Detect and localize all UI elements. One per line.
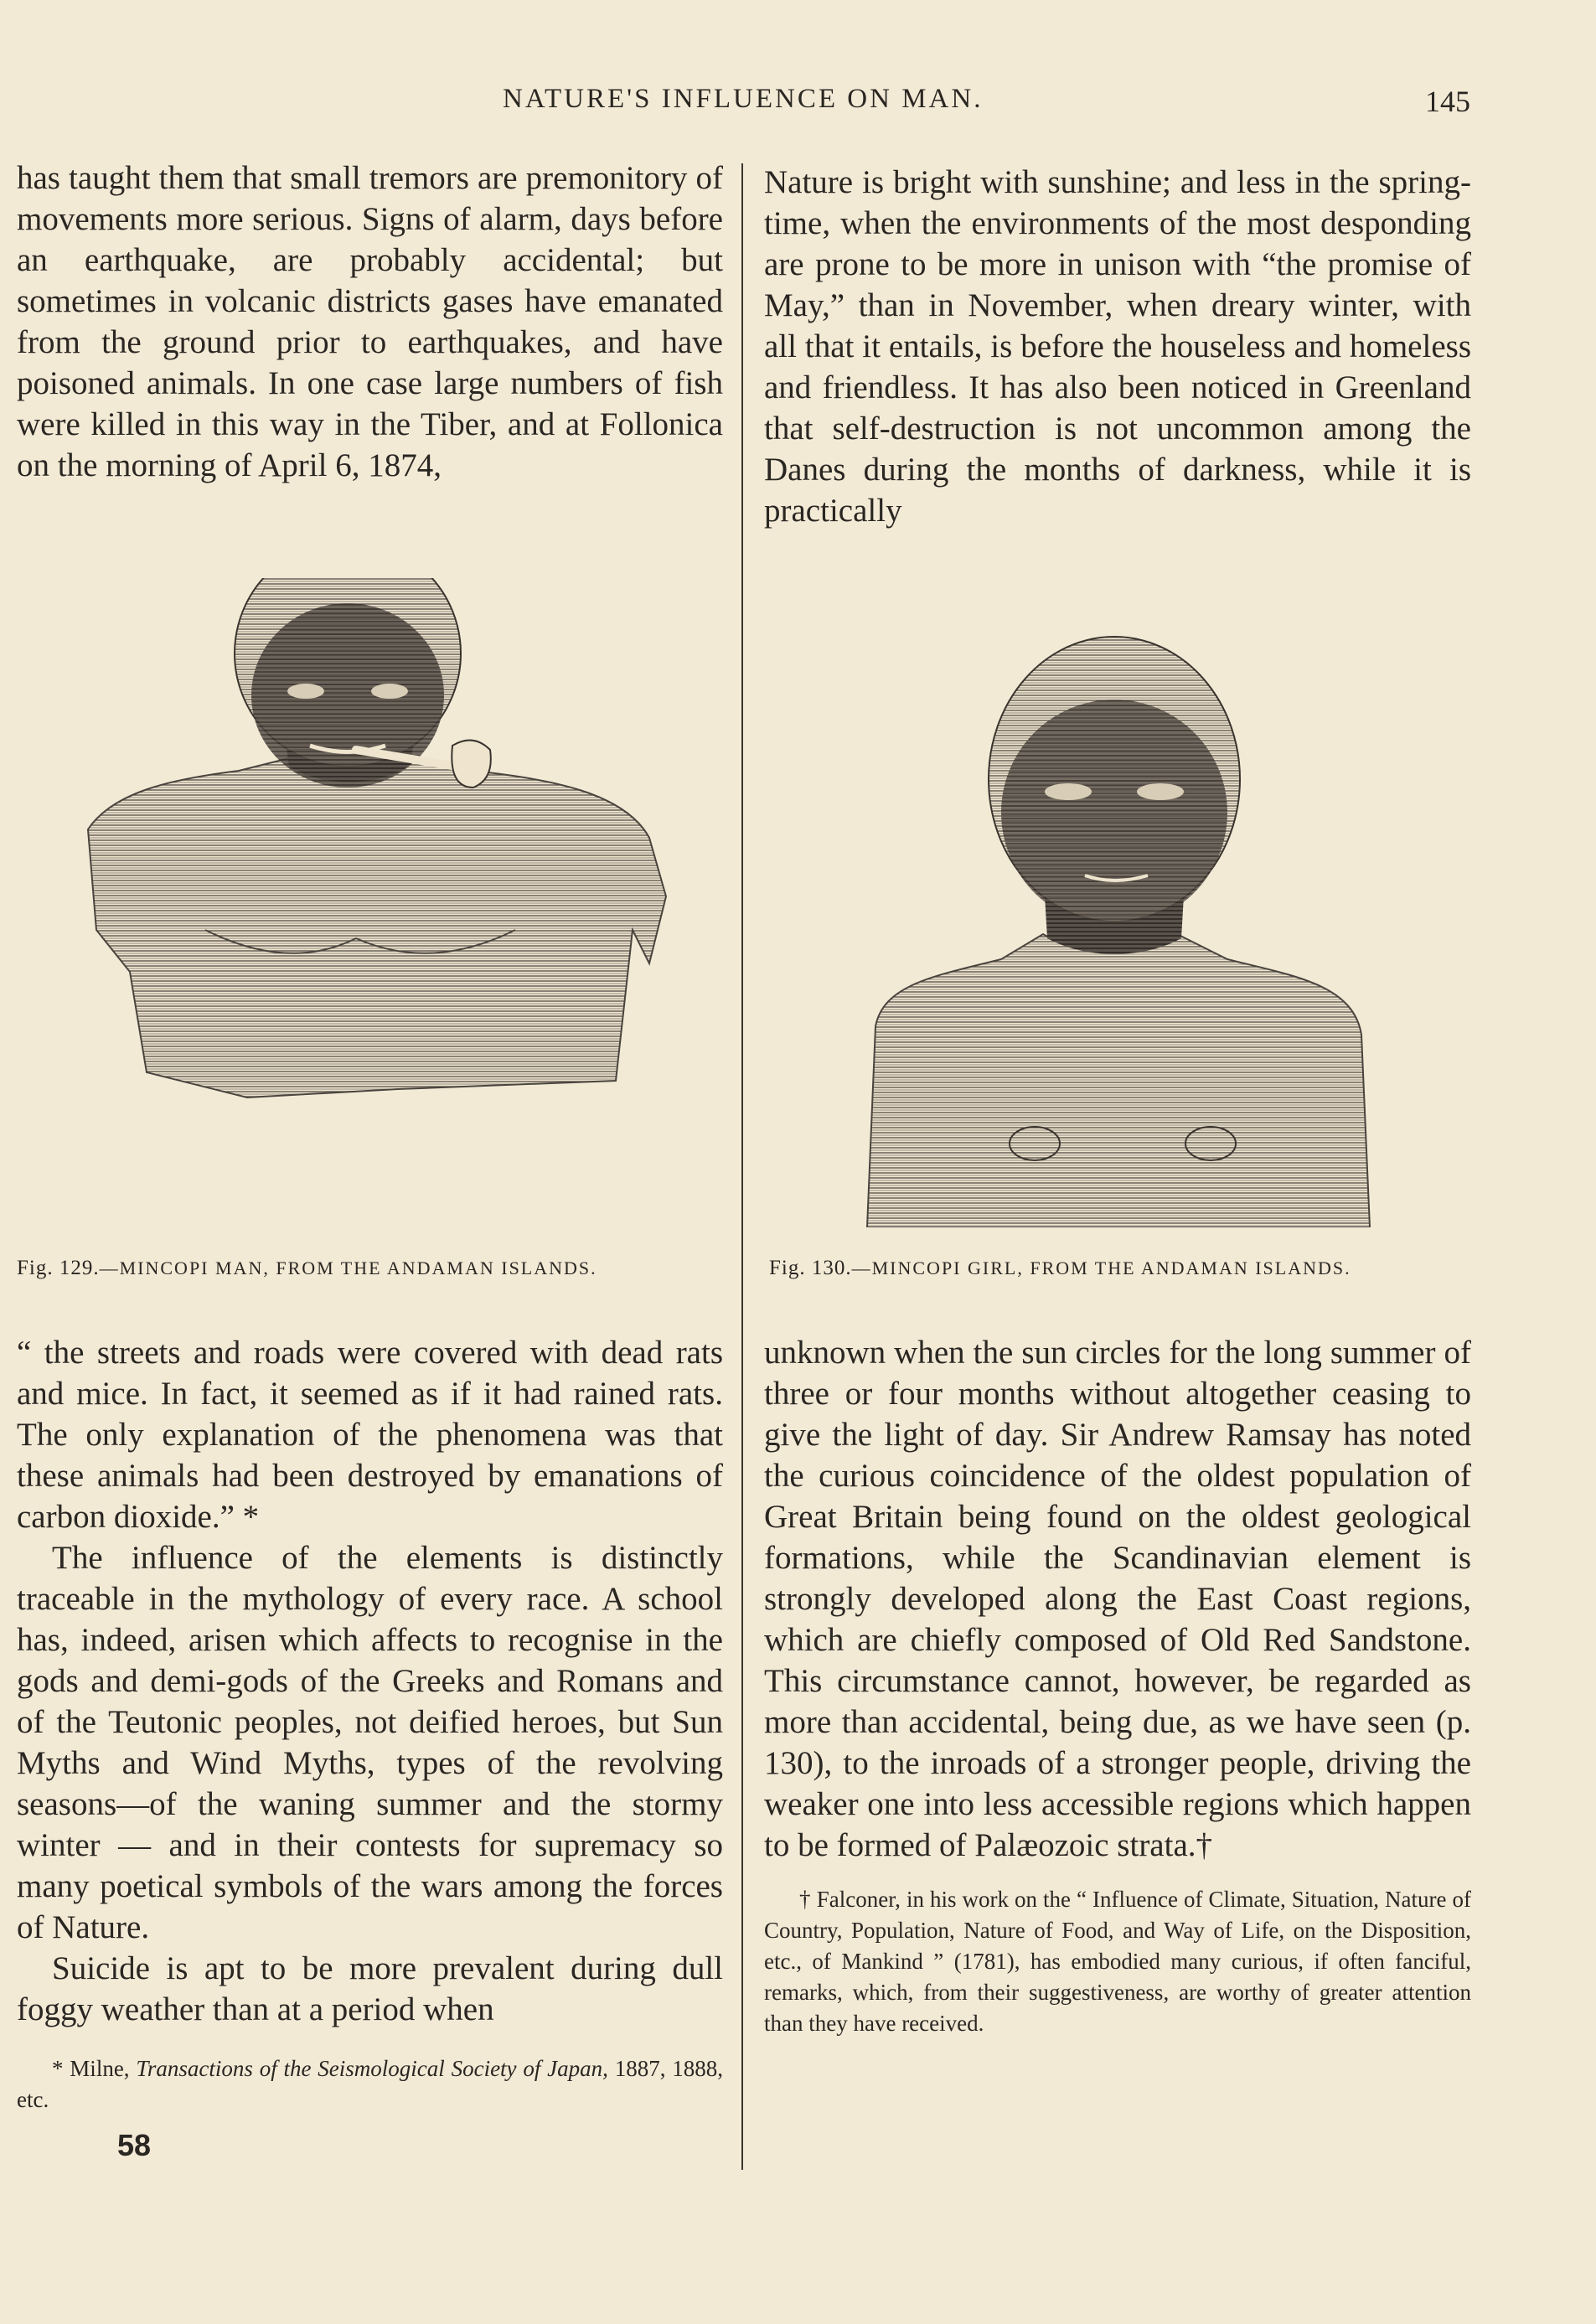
- figure-129: [80, 578, 674, 1227]
- signature-mark: 58: [117, 2128, 152, 2162]
- left-bottom-text: [17, 1332, 723, 2030]
- figure-129-caption-text: —MINCOPI MAN, FROM THE ANDAMAN ISLANDS.: [99, 1258, 597, 1278]
- engraving-mincopi-man-icon: [80, 578, 674, 1227]
- left-footnote-post: 1887, 1888, etc.: [17, 2056, 723, 2112]
- figure-130-caption: [769, 1257, 1351, 1280]
- figure-129-label: Fig. 129.: [17, 1257, 100, 1279]
- left-bottom-paragraph-1: “ the streets and roads were covered with dead rats and mice. In fact, it seemed as if it had rained rats. The only explanation of the phenomena was that these animals had been destroyed by emanations of carbon dioxide.” *: [17, 1335, 723, 1535]
- left-top-paragraph: has taught them that small tremors are premonitory of movements more serious. Signs of alarm, days before an earthquake, are probably accidental; but sometimes in volcanic districts gases have emanated from the ground prior to earthquakes, and have poisoned animals. In one case large numbers of fish were killed in this way in the Tiber, and at Follonica on the morning of April 6, 1874,: [17, 160, 723, 483]
- left-footnote: [17, 2053, 723, 2115]
- figure-130: [859, 624, 1378, 1227]
- page-header: [0, 84, 1596, 126]
- figure-129-caption: [17, 1257, 597, 1280]
- left-column-bottom: [17, 1332, 723, 2115]
- right-column-bottom: [764, 1332, 1471, 2039]
- figure-130-caption-text: —MINCOPI GIRL, FROM THE ANDAMAN ISLANDS.: [851, 1258, 1351, 1278]
- left-footnote-title: Transactions of the Seismological Society of Japan,: [136, 2056, 608, 2081]
- column-rule: [741, 163, 743, 2170]
- running-head: NATURE'S INFLUENCE ON MAN.: [503, 84, 984, 114]
- figure-130-label: Fig. 130.: [769, 1257, 852, 1279]
- right-column-top: [764, 162, 1471, 531]
- left-bottom-paragraph-3: Suicide is apt to be more prevalent during dull foggy weather than at a period when: [17, 1950, 723, 2027]
- left-bottom-paragraph-2: The influence of the elements is distinctly traceable in the mythology of every race. A school has, indeed, arisen which affects to recognise in the gods and demi-gods of the Greeks and Romans and of the Teutonic peoples, not deified heroes, but Sun Myths and Wind Myths, types of the revolving seasons—of the waning summer and the stormy winter — and in their contests for supremacy so many poetical symbols of the wars among the forces of Nature.: [17, 1540, 723, 1945]
- left-footnote-pre: * Milne,: [52, 2056, 137, 2081]
- right-top-paragraph: Nature is bright with sunshine; and less in the spring-time, when the environments of the most desponding are prone to be more in unison with “the promise of May,” than in November, when dreary winter, with all that it entails, is before the houseless and homeless and friendless. It has also been noticed in Greenland that self-destruction is not uncommon among the Danes during the months of darkness, while it is practically: [764, 164, 1471, 529]
- engraving-mincopi-girl-icon: [859, 624, 1378, 1227]
- left-column-top: [17, 158, 723, 486]
- right-bottom-paragraph: unknown when the sun circles for the long summer of three or four months without altogether ceasing to give the light of day. Sir Andrew Ramsay has noted the curious coincidence of the oldest population of Great Britain being found on the oldest geological formations, while the Scandinavian element is strongly developed along the East Coast regions, which are chiefly composed of Old Red Sandstone. This circumstance cannot, however, be regarded as more than accidental, being due, as we have seen (p. 130), to the inroads of a stronger people, driving the weaker one into less accessible regions which happen to be formed of Palæozoic strata.†: [764, 1335, 1471, 1863]
- right-footnote: † Falconer, in his work on the “ Influence of Climate, Situation, Nature of Country, Population, Nature of Food, and Way of Life, on the Disposition, etc., of Mankind ” (1781), has embodied many curious, if often fanciful, remarks, which, from their suggestiveness, are worthy of greater attention than they have received.: [764, 1887, 1471, 2036]
- page-number: 145: [1425, 85, 1470, 118]
